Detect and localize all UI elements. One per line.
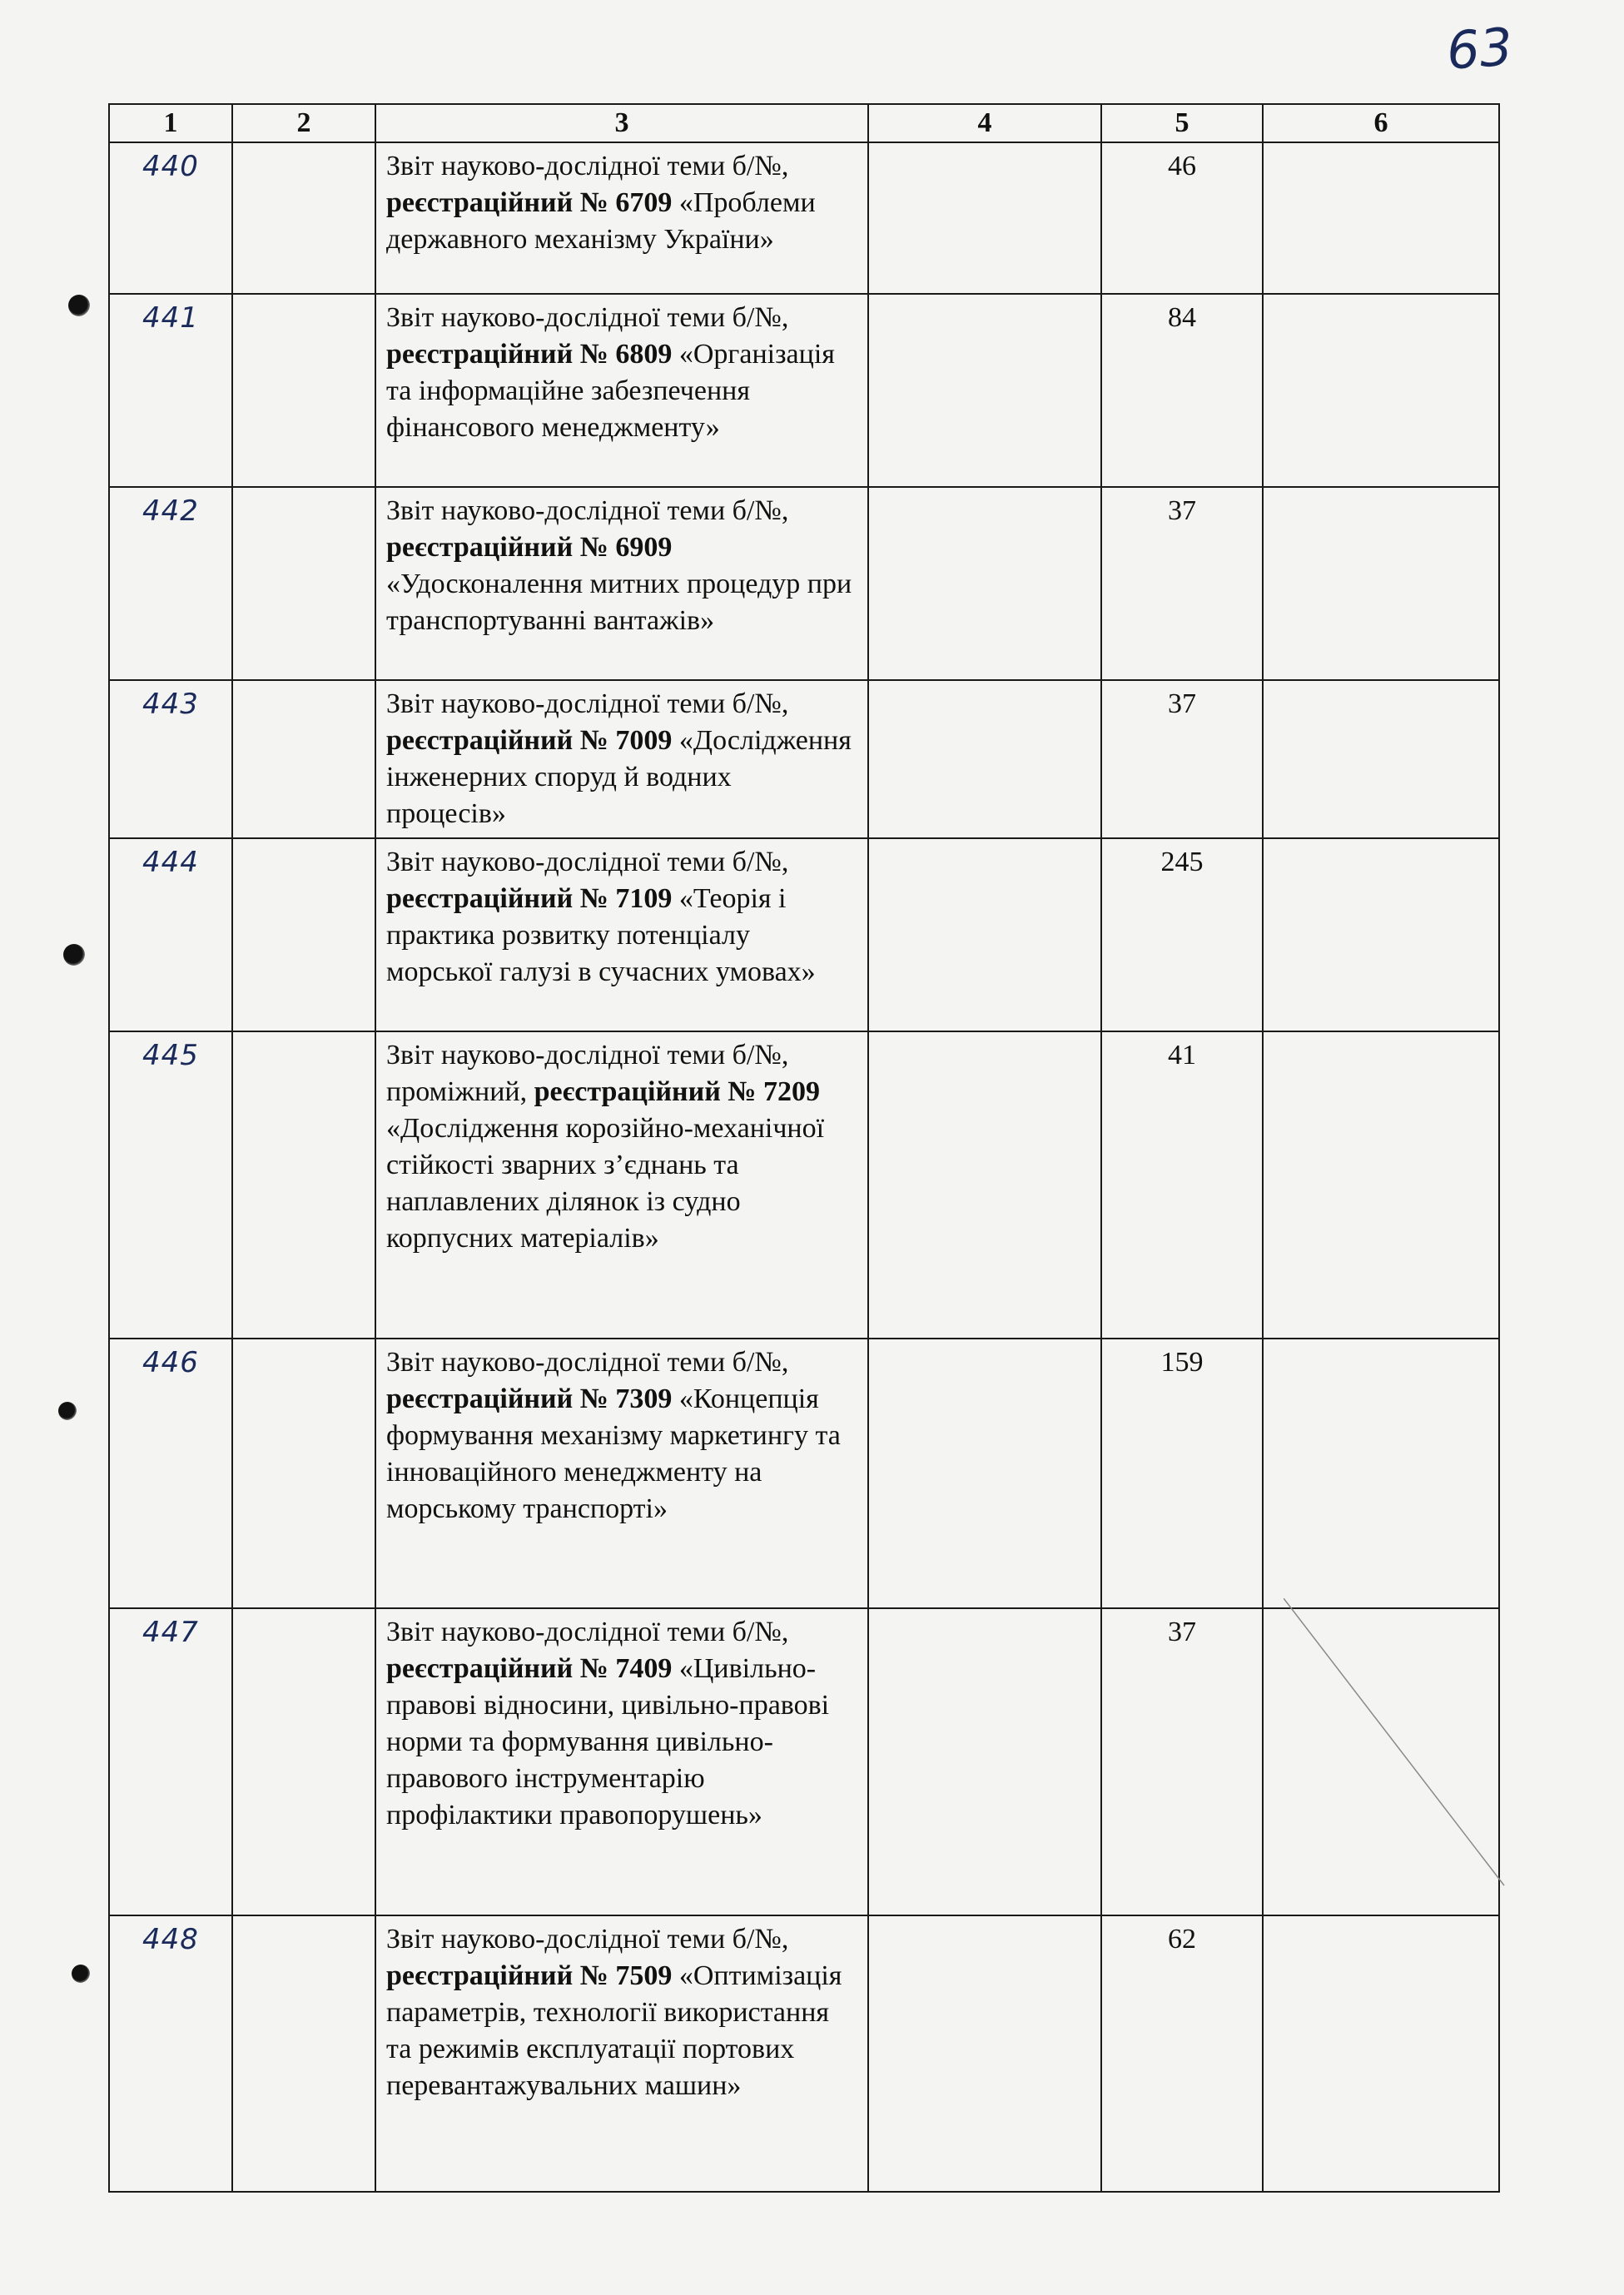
index-cell [232,680,375,838]
notes-cell [1263,1031,1499,1339]
table-row [109,680,1499,838]
item-number: 446 [109,1339,232,1608]
pages-cell: 84 [1101,294,1263,487]
item-number: 441 [109,294,232,487]
registration-number: реєстраційний № 7409 [386,1653,673,1684]
notes-cell [1263,1608,1499,1915]
registration-number: реєстраційний № 6909 [386,532,673,563]
table-row [109,294,1499,487]
description-title: «Дослідження корозійно-механічної стійкості зварних з’єднань та наплавлених ділянок із судно корпусних матеріалів» [386,1113,825,1254]
pages-cell: 62 [1101,1915,1263,2192]
description-cell [375,838,868,1031]
table-row [109,487,1499,680]
description-cell [375,294,868,487]
table-row [109,142,1499,294]
notes-cell [1263,142,1499,294]
description-title: «Проблеми державного механізму України» [386,187,816,255]
header-cell: 6 [1263,104,1499,142]
description-text: Звіт науково-дослідної теми б/№, [386,1347,789,1378]
header-cell: 2 [232,104,375,142]
description-cell [375,1915,868,2192]
item-number: 443 [109,680,232,838]
pages-cell: 37 [1101,1608,1263,1915]
registration-number: реєстраційний № 7009 [386,725,673,756]
item-number: 444 [109,838,232,1031]
description-text: Звіт науково-дослідної теми б/№, [386,151,789,181]
description-text: Звіт науково-дослідної теми б/№, [386,688,789,719]
item-number: 447 [109,1608,232,1915]
description-title: «Оптимізація параметрів, технології використання та режимів експлуатації портових перевантажувальних машин» [386,1960,842,2101]
notes-cell [1263,1339,1499,1608]
index-cell [232,838,375,1031]
notes-cell [1263,487,1499,680]
dates-cell [868,838,1101,1031]
dates-cell [868,1915,1101,2192]
index-cell [232,487,375,680]
description-cell [375,1339,868,1608]
description-cell [375,142,868,294]
pages-cell: 46 [1101,142,1263,294]
description-text: Звіт науково-дослідної теми б/№, [386,495,789,526]
table-row [109,1915,1499,2192]
punch-hole [72,1965,90,1983]
index-cell [232,1339,375,1608]
description-text: Звіт науково-дослідної теми б/№, [386,302,789,333]
registration-number: реєстраційний № 6809 [386,339,673,370]
description-title: «Цивільно-правові відносини, цивільно-правові норми та формування цивільно-правового інструментарію профілактики правопорушень» [386,1653,830,1831]
index-cell [232,142,375,294]
table-row [109,1608,1499,1915]
description-title: «Дослідження інженерних споруд й водних процесів» [386,725,852,829]
description-text: Звіт науково-дослідної теми б/№, [386,1924,789,1955]
dates-cell [868,1339,1101,1608]
registration-number: реєстраційний № 7509 [386,1960,673,1991]
punch-hole [63,944,85,966]
index-cell [232,1031,375,1339]
inventory-table [108,103,1500,2193]
dates-cell [868,142,1101,294]
notes-cell [1263,680,1499,838]
description-title: «Теорія і практика розвитку потенціалу морської галузі в сучасних умовах» [386,883,816,987]
description-text: Звіт науково-дослідної теми б/№, проміжний, [386,1040,789,1107]
description-text: Звіт науково-дослідної теми б/№, [386,847,789,877]
header-cell: 3 [375,104,868,142]
notes-cell [1263,1915,1499,2192]
registration-number: реєстраційний № 6709 [386,187,673,218]
punch-hole [58,1402,77,1420]
item-number: 442 [109,487,232,680]
dates-cell [868,1031,1101,1339]
description-cell [375,1031,868,1339]
header-cell: 5 [1101,104,1263,142]
notes-cell [1263,294,1499,487]
header-cell: 4 [868,104,1101,142]
table-row [109,1339,1499,1608]
pages-cell: 159 [1101,1339,1263,1608]
dates-cell [868,487,1101,680]
pages-cell: 41 [1101,1031,1263,1339]
description-title: «Організація та інформаційне забезпечення фінансового менеджменту» [386,339,835,443]
index-cell [232,294,375,487]
dates-cell [868,1608,1101,1915]
page-number: 63 [1444,16,1515,82]
registration-number: реєстраційний № 7309 [386,1383,673,1414]
table-row [109,838,1499,1031]
pages-cell: 37 [1101,487,1263,680]
index-cell [232,1608,375,1915]
punch-hole [68,295,90,316]
pages-cell: 37 [1101,680,1263,838]
description-title: «Удосконалення митних процедур при транспортуванні вантажів» [386,569,852,636]
notes-cell [1263,838,1499,1031]
registration-number: реєстраційний № 7109 [386,883,673,914]
header-row [109,104,1499,142]
description-cell [375,680,868,838]
registration-number: реєстраційний № 7209 [534,1076,820,1107]
header-cell: 1 [109,104,232,142]
description-cell [375,487,868,680]
dates-cell [868,680,1101,838]
description-title: «Концепція формування механізму маркетингу та інноваційного менеджменту на морському транспорті» [386,1383,841,1524]
item-number: 445 [109,1031,232,1339]
dates-cell [868,294,1101,487]
item-number: 448 [109,1915,232,2192]
item-number: 440 [109,142,232,294]
index-cell [232,1915,375,2192]
description-text: Звіт науково-дослідної теми б/№, [386,1617,789,1647]
table-row [109,1031,1499,1339]
description-cell [375,1608,868,1915]
pages-cell: 245 [1101,838,1263,1031]
